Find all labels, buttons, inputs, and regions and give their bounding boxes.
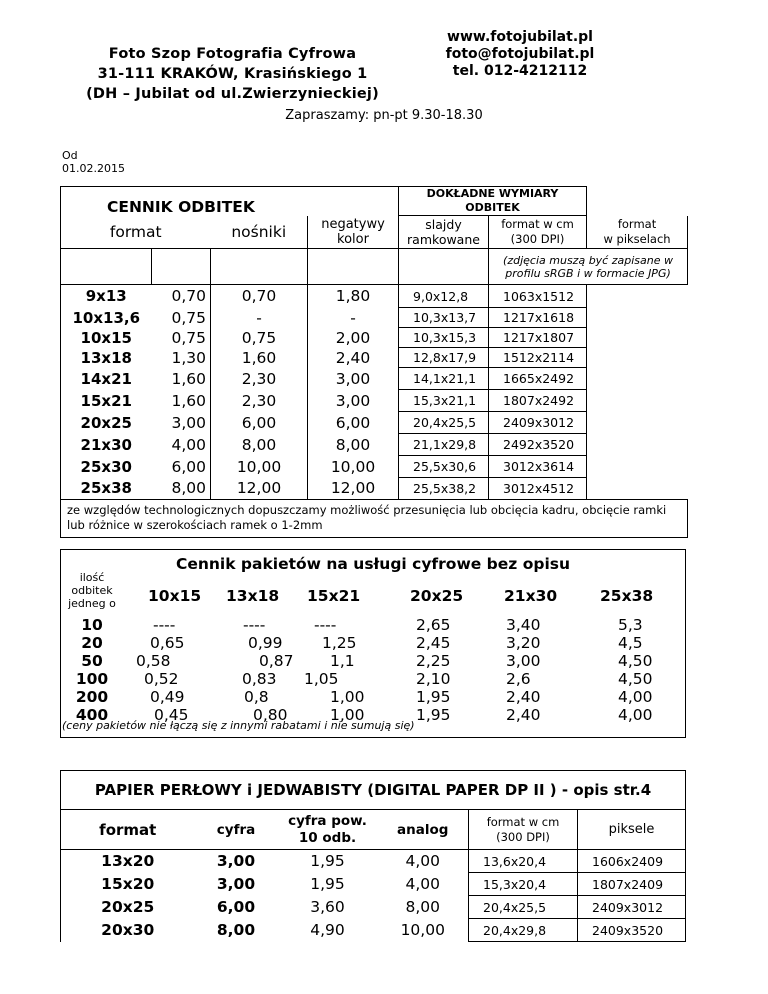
- dim-px: 1512x2114: [489, 348, 587, 368]
- packages-title: Cennik pakietów na usługi cyfrowe bez opisu: [175, 555, 571, 573]
- package-price: 1,95: [416, 706, 451, 724]
- pearl-col-analog: analog: [378, 810, 469, 850]
- package-price: ----: [243, 616, 266, 634]
- price-negatives: 1,60: [211, 348, 308, 368]
- print-format: 15x21: [61, 390, 152, 412]
- col-format: [61, 216, 211, 249]
- pearl-col-format: format: [61, 810, 195, 850]
- pearl-col-digital: cyfra: [195, 810, 278, 850]
- dims-title: DOKŁADNE WYMIARY ODBITEK: [399, 187, 587, 216]
- prints-row: [61, 456, 688, 478]
- pearl-price-digital10: 4,90: [310, 921, 345, 939]
- prints-row: [61, 478, 688, 500]
- pearl-price-digital: 3,00: [216, 852, 256, 871]
- prints-row: [61, 434, 688, 456]
- dim-cm: 14,1x21,1: [399, 368, 489, 390]
- pearl-price-analog: 10,00: [378, 919, 469, 942]
- package-size-header: 20x25: [410, 587, 464, 605]
- price-media: 1,60: [152, 368, 211, 390]
- pearl-dim-px: 1606x2409: [578, 850, 686, 873]
- price-slides: 6,00: [308, 412, 399, 434]
- col-format-cm-label: format w cm: [501, 217, 574, 231]
- price-slides: 3,00: [308, 390, 399, 412]
- package-price: ----: [153, 616, 176, 634]
- dim-px: 1217x1618: [489, 308, 587, 328]
- pearl-title: PAPIER PERŁOWY i JEDWABISTY (DIGITAL PAPER DP II ) - opis str.4: [61, 771, 686, 810]
- price-slides: -: [308, 308, 399, 328]
- package-price: 5,3: [618, 616, 643, 634]
- print-format: 10x13,6: [61, 308, 152, 328]
- print-format: 25x30: [61, 456, 152, 478]
- dim-cm: 21,1x29,8: [399, 434, 489, 456]
- col-dpi-label: (300 DPI): [510, 232, 565, 246]
- price-negatives: 8,00: [211, 434, 308, 456]
- dim-px: 1217x1807: [489, 328, 587, 348]
- pearl-price-digital10: 3,60: [310, 898, 345, 916]
- prints-row: [61, 412, 688, 434]
- pearl-col-digital10-b: 10 odb.: [298, 829, 357, 846]
- price-media: 1,30: [152, 348, 211, 368]
- col-format-px: [587, 216, 688, 249]
- price-media: 0,75: [152, 308, 211, 328]
- prints-footnote: ze względów technologicznych dopuszczamy możliwość przesunięcia lub obcięcia kadru, obcięcie ramki lub różnice w szerokościach ramek o 1-2mm: [61, 500, 688, 538]
- dim-cm: 20,4x25,5: [399, 412, 489, 434]
- price-media: 8,00: [152, 478, 211, 500]
- pearl-dim-cm: 20,4x29,8: [469, 919, 578, 942]
- price-slides: 2,40: [308, 348, 399, 368]
- package-quantity: 200: [75, 688, 109, 706]
- package-price: 0,8: [244, 688, 269, 706]
- packages-qty-label: ilość odbitek jedneg o: [68, 571, 116, 610]
- company-location: (DH – Jubilat od ul.Zwierzynieckiej): [86, 86, 379, 102]
- pearl-col-digital10-a: cyfra pow.: [288, 812, 367, 829]
- dim-cm: 12,8x17,9: [399, 348, 489, 368]
- print-format: 25x38: [61, 478, 152, 500]
- package-price: 3,40: [506, 616, 541, 634]
- price-slides: 1,80: [308, 285, 399, 308]
- package-price: 4,00: [618, 688, 653, 706]
- prints-price-table: [60, 186, 688, 538]
- valid-from: [62, 149, 125, 175]
- pearl-paper-table: [60, 770, 686, 942]
- pearl-col-cm-a: format w cm: [486, 814, 560, 829]
- dim-px: 2492x3520: [489, 434, 587, 456]
- col-format-px-label2: w pikselach: [603, 231, 671, 246]
- package-price: 0,58: [136, 652, 171, 670]
- dim-cm: 10,3x13,7: [399, 308, 489, 328]
- price-negatives: 0,75: [211, 328, 308, 348]
- dim-px: 1063x1512: [489, 285, 587, 308]
- package-quantity: 100: [75, 670, 109, 688]
- prints-row: [61, 285, 688, 308]
- dim-px: 1807x2492: [489, 390, 587, 412]
- package-price: 4,50: [618, 670, 653, 688]
- pearl-price-analog: 8,00: [378, 896, 469, 919]
- pearl-dim-px: 1807x2409: [578, 873, 686, 896]
- package-price: 0,83: [242, 670, 277, 688]
- pearl-col-cm-b: (300 DPI): [496, 829, 550, 844]
- prints-row: [61, 348, 688, 368]
- package-size-header: 15x21: [307, 587, 361, 605]
- package-price: 3,00: [506, 652, 541, 670]
- package-price: 2,40: [506, 706, 541, 724]
- pearl-price-analog: 4,00: [378, 850, 469, 873]
- package-price: 2,65: [416, 616, 451, 634]
- package-price: 4,50: [618, 652, 653, 670]
- pearl-col-px: piksele: [578, 810, 686, 850]
- package-price: 2,25: [416, 652, 451, 670]
- prints-title: CENNIK ODBITEK: [61, 187, 399, 216]
- price-negatives: 6,00: [211, 412, 308, 434]
- package-price: 1,95: [416, 688, 451, 706]
- price-negatives: 12,00: [211, 478, 308, 500]
- print-format: 20x25: [61, 412, 152, 434]
- pearl-row: [61, 850, 686, 873]
- package-price: 4,5: [618, 634, 643, 652]
- package-quantity: 10: [81, 616, 103, 634]
- package-price: 4,00: [618, 706, 653, 724]
- pearl-price-analog: 4,00: [378, 873, 469, 896]
- website-link[interactable]: www.fotojubilat.pl: [447, 29, 593, 45]
- price-media: 0,75: [152, 328, 211, 348]
- pearl-price-digital: 3,00: [216, 875, 256, 893]
- company-name: Foto Szop Fotografia Cyfrowa: [108, 46, 357, 62]
- package-price: 0,80: [253, 706, 288, 724]
- pearl-format: 15x20: [61, 873, 195, 896]
- col-negatives: negatywy kolor: [308, 216, 399, 249]
- prints-row: [61, 368, 688, 390]
- pearl-col-digital10: [278, 810, 378, 850]
- pearl-col-cm: [469, 810, 578, 850]
- package-price: 1,25: [322, 634, 357, 652]
- phone-number: tel. 012-4212112: [452, 63, 588, 79]
- price-negatives: 10,00: [211, 456, 308, 478]
- print-format: 13x18: [61, 348, 152, 368]
- pearl-price-digital: 8,00: [216, 921, 256, 939]
- package-quantity: 50: [81, 652, 103, 670]
- col-format-px-label1: format: [617, 216, 657, 231]
- pearl-dim-px: 2409x3520: [578, 919, 686, 942]
- price-negatives: 0,70: [211, 285, 308, 308]
- price-slides: 3,00: [308, 368, 399, 390]
- package-price: 0,99: [248, 634, 283, 652]
- company-block: [60, 44, 405, 104]
- package-price: 0,49: [150, 688, 185, 706]
- col-media: nośniki: [211, 216, 308, 249]
- package-price: 2,40: [506, 688, 541, 706]
- pearl-price-digital: 6,00: [216, 898, 256, 916]
- price-media: 0,70: [152, 285, 211, 308]
- pearl-price-digital10: 1,95: [310, 875, 345, 893]
- pearl-row: [61, 919, 686, 942]
- dim-px: 3012x4512: [489, 478, 587, 500]
- pearl-dim-cm: 13,6x20,4: [469, 850, 578, 873]
- email-link[interactable]: foto@fotojubilat.pl: [445, 46, 595, 62]
- price-negatives: 2,30: [211, 390, 308, 412]
- price-media: 4,00: [152, 434, 211, 456]
- package-price: 0,65: [150, 634, 185, 652]
- package-price: 1,1: [330, 652, 355, 670]
- pearl-price-digital10: 1,95: [310, 852, 345, 871]
- dim-cm: 25,5x38,2: [399, 478, 489, 500]
- price-slides: 10,00: [308, 456, 399, 478]
- valid-from-date: 01.02.2015: [62, 162, 125, 175]
- package-price: 3,20: [506, 634, 541, 652]
- opening-hours: Zapraszamy: pn-pt 9.30-18.30: [285, 108, 483, 123]
- col-format-label: format: [109, 222, 162, 241]
- package-price: 0,52: [144, 670, 179, 688]
- package-quantity: 400: [75, 706, 109, 724]
- print-format: 10x15: [61, 328, 152, 348]
- package-price: 2,6: [506, 670, 531, 688]
- dim-px: 1665x2492: [489, 368, 587, 390]
- package-price: 1,00: [330, 706, 365, 724]
- pearl-dim-cm: 20,4x25,5: [469, 896, 578, 919]
- price-media: 3,00: [152, 412, 211, 434]
- package-size-header: 10x15: [148, 587, 202, 605]
- price-negatives: -: [211, 308, 308, 328]
- package-price: 0,87: [259, 652, 294, 670]
- dim-cm: 15,3x21,1: [399, 390, 489, 412]
- print-format: 9x13: [61, 285, 152, 308]
- pearl-format: 20x25: [61, 896, 195, 919]
- price-slides: 8,00: [308, 434, 399, 456]
- price-slides: 2,00: [308, 328, 399, 348]
- pearl-row: [61, 896, 686, 919]
- prints-row: [61, 390, 688, 412]
- contact-block: [440, 29, 600, 80]
- dim-px: 3012x3614: [489, 456, 587, 478]
- price-negatives: 2,30: [211, 368, 308, 390]
- print-format: 14x21: [61, 368, 152, 390]
- col-format-cm: [489, 216, 587, 249]
- print-format: 21x30: [61, 434, 152, 456]
- valid-from-label: Od: [62, 149, 78, 162]
- package-price: 1,05: [304, 670, 339, 688]
- dim-cm: 9,0x12,8: [399, 285, 489, 308]
- pearl-dim-px: 2409x3012: [578, 896, 686, 919]
- dim-px: 2409x3012: [489, 412, 587, 434]
- pearl-row: [61, 873, 686, 896]
- package-price: ----: [314, 616, 337, 634]
- price-slides: 12,00: [308, 478, 399, 500]
- package-quantity: 20: [81, 634, 103, 652]
- pearl-dim-cm: 15,3x20,4: [469, 873, 578, 896]
- package-price: 0,45: [154, 706, 189, 724]
- dim-cm: 25,5x30,6: [399, 456, 489, 478]
- dim-cm: 10,3x15,3: [399, 328, 489, 348]
- package-size-header: 21x30: [504, 587, 558, 605]
- package-price: 1,00: [330, 688, 365, 706]
- package-price: 2,45: [416, 634, 451, 652]
- prints-row: [61, 308, 688, 328]
- col-slides: slajdy ramkowane: [399, 216, 489, 249]
- package-price: 2,10: [416, 670, 451, 688]
- pearl-format: 13x20: [61, 850, 195, 873]
- package-size-header: 25x38: [600, 587, 654, 605]
- prints-row: [61, 328, 688, 348]
- price-media: 1,60: [152, 390, 211, 412]
- packages-note: (ceny pakietów nie łączą się z innymi rabatami i nie sumują się): [62, 719, 415, 732]
- pearl-format: 20x30: [61, 919, 195, 942]
- price-media: 6,00: [152, 456, 211, 478]
- package-size-header: 13x18: [226, 587, 280, 605]
- dims-note: (zdjęcia muszą być zapisane w profilu sRGB i w formacie JPG): [489, 249, 688, 285]
- company-address: 31-111 KRAKÓW, Krasińskiego 1: [97, 66, 368, 82]
